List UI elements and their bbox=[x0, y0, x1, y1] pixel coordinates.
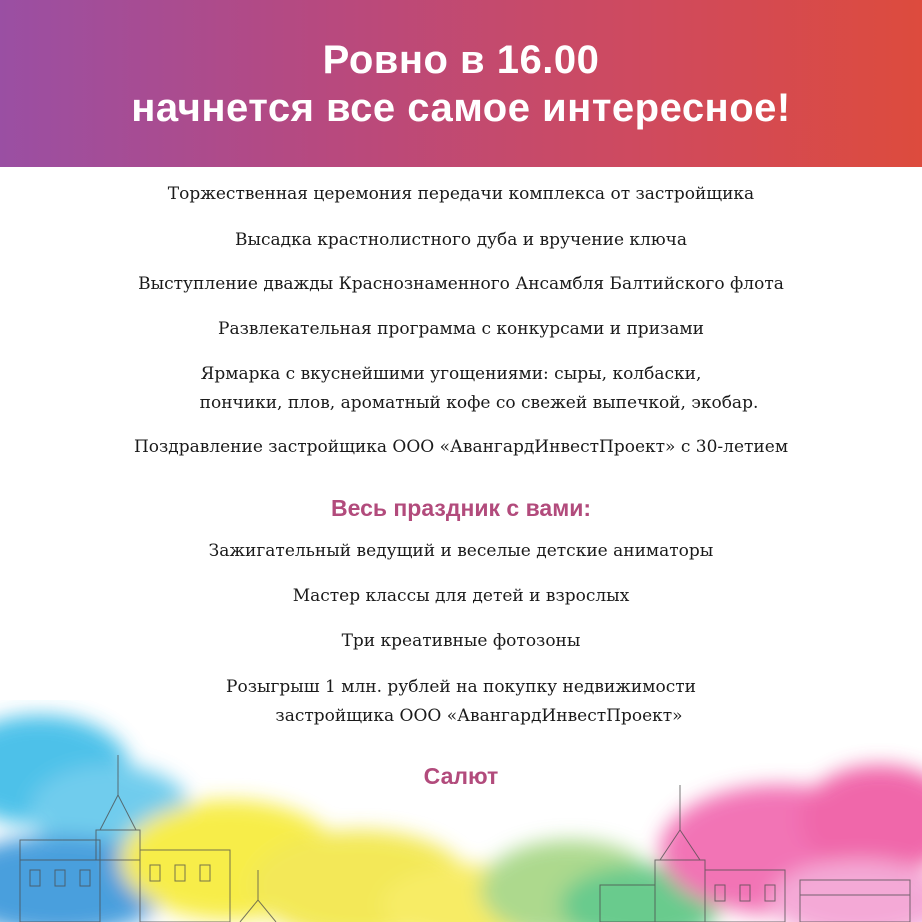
city-skyline-illustration bbox=[0, 700, 922, 922]
festival-heading: Весь праздник с вами: bbox=[330, 495, 592, 521]
header-banner bbox=[0, 0, 922, 167]
program-item-ensemble: Выступление дважды Краснознаменного Ансамбля Балтийского флота bbox=[138, 274, 784, 294]
fireworks-label: Салют bbox=[423, 763, 499, 789]
program-item-anniversary: Поздравление застройщика ООО «АвангардИнвестПроект» с 30-летием bbox=[133, 437, 789, 457]
festival-item-photozones: Три креативные фотозоны bbox=[341, 631, 581, 651]
banner-title-line-1: Ровно в 16.00 bbox=[322, 37, 600, 82]
program-item-fair-line-2: пончики, плов, ароматный кофе со свежей выпечкой, экобар. bbox=[199, 393, 759, 413]
festival-item-raffle-line-1: Розыгрыш 1 млн. рублей на покупку недвижимости bbox=[226, 677, 696, 697]
banner-title-line-2: начнется все самое интересное! bbox=[131, 85, 791, 130]
festival-item-raffle-line-2: застройщика ООО «АвангардИнвестПроект» bbox=[275, 706, 683, 726]
program-item-entertainment: Развлекательная программа с конкурсами и призами bbox=[218, 319, 704, 339]
program-item-oak-planting: Высадка крастнолистного дуба и вручение ключа bbox=[234, 230, 688, 250]
festival-item-host: Зажигательный ведущий и веселые детские аниматоры bbox=[208, 541, 714, 561]
program-item-fair-line-1: Ярмарка с вкуснейшими угощениями: сыры, колбаски, bbox=[200, 364, 702, 384]
program-item-ceremony: Торжественная церемония передачи комплекса от застройщика bbox=[167, 184, 755, 204]
festival-item-masterclasses: Мастер классы для детей и взрослых bbox=[292, 586, 630, 606]
